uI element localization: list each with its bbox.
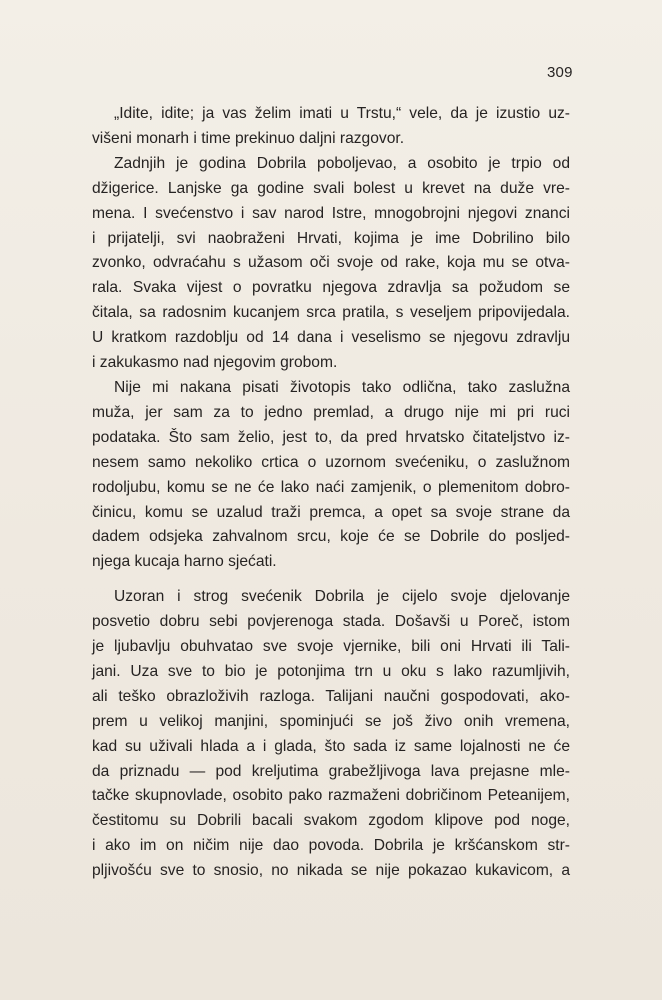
text-line: čestitomu su Dobrili bacali svakom zgodom klipove pod noge, — [92, 812, 570, 830]
text-line: „Idite, idite; ja vas želim imati u Trstu,“ vele, da je izustio uz- — [114, 105, 570, 122]
text-line: muža, jer sam za to jedno premlad, a drugo nije mi pri ruci — [92, 403, 570, 421]
text-line: rodoljubu, komu se ne će lako naći zamjenik, o plemenitom dobro- — [92, 478, 570, 496]
text-line: nesem samo nekoliko crtica o uzornom svećeniku, o zaslužnom — [92, 453, 570, 471]
text-line: tačke skupnovlade, osobito pako razmaženi dobričinom Peteanijem, — [92, 787, 570, 805]
page-number: 309 — [547, 64, 573, 81]
text-line: kad su uživali hlada a i glada, što sada iz same lojalnosti ne će — [92, 737, 570, 755]
text-line: džigerice. Lanjske ga godine svali bolest u krevet na duže vre- — [92, 179, 570, 197]
text-line: ali teško obrazloživih razloga. Talijani naučni gospodovati, ako- — [92, 687, 570, 705]
text-line: njega kucaja harno sjećati. — [92, 553, 277, 571]
text-line: i prijatelji, svi naobraženi Hrvati, kojima je ime Dobrilino bilo — [92, 229, 570, 247]
text-line: činicu, komu se uzalud traži premca, a opet sa svoje strane da — [92, 503, 570, 521]
text-line: da priznadu — pod kreljutima grabežljivoga lava prejasne mle- — [92, 762, 570, 780]
text-line: čitala, sa radosnim kucanjem srca pratila, s veseljem pripovijedala. — [92, 304, 570, 322]
text-line: i zakukasmo nad njegovim grobom. — [92, 354, 338, 372]
paragraph-4 — [92, 585, 570, 884]
text-line: dadem odsjeka zahvalnom srcu, koje će se Dobrile do posljed- — [92, 528, 570, 546]
text-line: mena. I svećenstvo i sav narod Istre, mnogobrojni njegovi znanci — [92, 204, 570, 222]
text-line: jani. Uza sve to bio je potonjima trn u oku s lako razumljivih, — [92, 662, 570, 680]
text-line: je ljubavlju obuhvatao sve svoje vjernike, bili oni Hrvati ili Tali- — [92, 638, 570, 656]
text-line: Nije mi nakana pisati životopis tako odlična, tako zaslužna — [114, 378, 570, 396]
text-line: prem u velikoj manjini, spominjući se još živo onih vremena, — [92, 712, 570, 730]
body-text — [92, 102, 570, 884]
text-line: Uzoran i strog svećenik Dobrila je cijelo svoje djelovanje — [114, 588, 570, 606]
text-line: višeni monarh i time prekinuo daljni razgovor. — [92, 129, 405, 147]
paragraph-1 — [92, 102, 570, 152]
text-line: podataka. Što sam želio, jest to, da pred hrvatsko čitateljstvo iz- — [92, 428, 570, 446]
text-line: rala. Svaka vijest o povratku njegova zdravlja sa požudom se — [92, 279, 570, 297]
text-line: zvonko, odvraćahu s užasom oči svoje od rake, koja mu se otva- — [92, 254, 570, 272]
paragraph-2 — [92, 152, 570, 376]
text-line: i ako im on ničim nije dao povoda. Dobrila je kršćanskom str- — [92, 837, 570, 855]
text-line: pljivošću sve to snosio, no nikada se nije pokazao kukavicom, a — [92, 862, 570, 880]
text-line: U kratkom razdoblju od 14 dana i veselismo se njegovu zdravlju — [92, 329, 570, 347]
text-line: posvetio dobru sebi povjerenoga stada. Došavši u Poreč, istom — [92, 613, 570, 631]
paragraph-3 — [92, 376, 570, 575]
text-line: Zadnjih je godina Dobrila poboljevao, a osobito je trpio od — [114, 154, 570, 172]
